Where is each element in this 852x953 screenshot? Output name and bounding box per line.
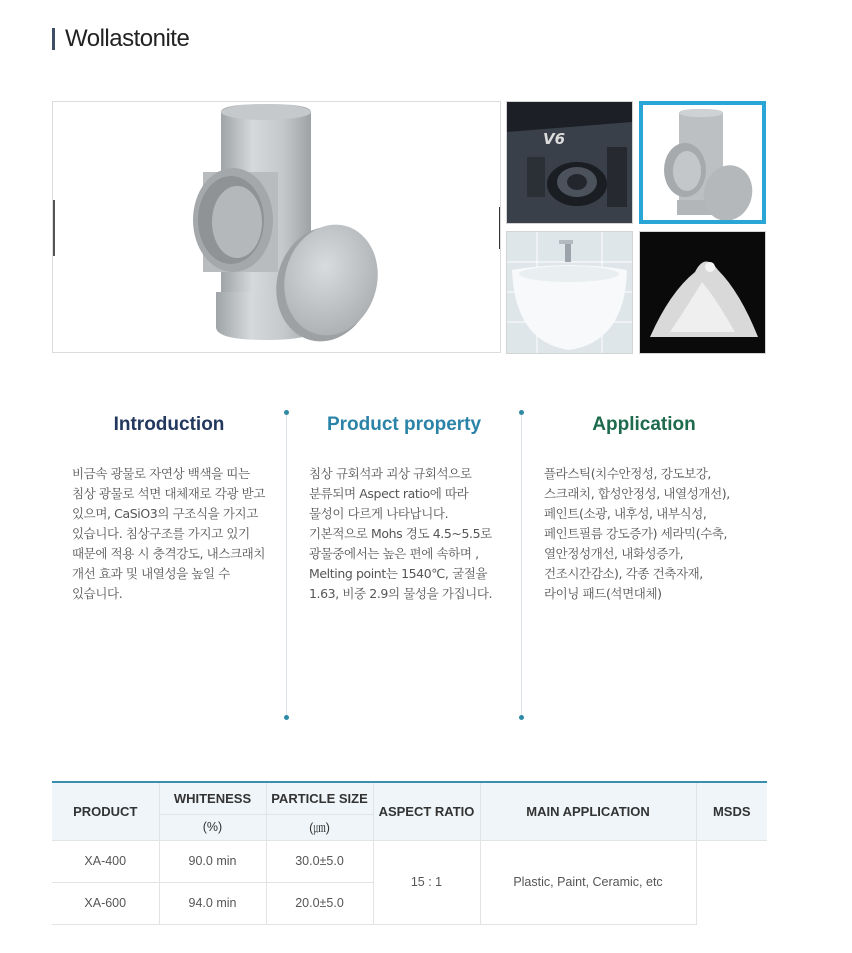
product-property-text: 침상 규회석과 괴상 규회석으로 분류되며 Aspect ratio에 따라 물성이 다르게 나타납니다. 기본적으로 Mohs 경도 4.5~5.5로 광물중에서는 높은 편에 속하며 , Melting point는 1540℃, 굴절율 1.63, 비중 2.9의 물성을 가집니다. [309,466,493,601]
introduction-heading: Introduction [113,414,225,435]
application-heading: Application [592,414,696,435]
header-main-application: MAIN APPLICATION [480,782,696,840]
particle-size-cell: 30.0±5.0 [266,840,373,882]
introduction-column [52,412,286,718]
thumbnail-sink[interactable] [506,231,633,354]
page-title-text: Wollastonite [65,25,190,52]
page-title [52,26,189,52]
whiteness-cell: 90.0 min [159,840,266,882]
main-application-cell: Plastic, Paint, Ceramic, etc [480,840,696,924]
header-particle-size: PARTICLE SIZE [266,782,373,814]
header-whiteness-unit: (%) [159,814,266,840]
thumbnail-powder[interactable] [639,231,766,354]
spec-table [52,781,767,925]
particle-size-cell: 20.0±5.0 [266,882,373,924]
table-row [52,840,767,882]
header-aspect-ratio: ASPECT RATIO [373,782,480,840]
thumbnail-pipe-fitting[interactable] [639,101,766,224]
header-particle-unit: (㎛) [266,814,373,840]
thumbnail-engine[interactable] [506,101,633,224]
whiteness-cell: 94.0 min [159,882,266,924]
msds-cell[interactable] [696,840,767,924]
v6-logo-text: V6 [543,130,566,148]
product-property-column [287,412,521,718]
product-cell: XA-400 [52,840,159,882]
product-cell: XA-600 [52,882,159,924]
header-msds: MSDS [696,782,767,840]
main-product-image [52,101,501,353]
application-text: 플라스틱(치수안정성, 강도보강, 스크래치, 합성안정성, 내열성개선), 페인트(소광, 내후성, 내부식성, 페인트필름 강도증가) 세라믹(수축, 열안정성개선, 내화성증가, 건조시간감소), 각종 건축자재, 라이닝 패드(석면대체) [544,466,730,601]
introduction-text: 비금속 광물로 자연상 백색을 띠는 침상 광물로 석면 대체재로 각광 받고 있으며, CaSiO3의 구조식을 가지고 있습니다. 침상구조를 가지고 있기 때문에 적용 시 충격강도, 내스크래치 개선 효과 및 내열성을 높일 수 있습니다. [72,466,265,601]
header-whiteness: WHITENESS [159,782,266,814]
application-column [522,412,766,718]
product-property-heading: Product property [326,414,482,435]
title-accent-bar [52,28,55,50]
header-product: PRODUCT [52,782,159,840]
aspect-ratio-cell: 15 : 1 [373,840,480,924]
